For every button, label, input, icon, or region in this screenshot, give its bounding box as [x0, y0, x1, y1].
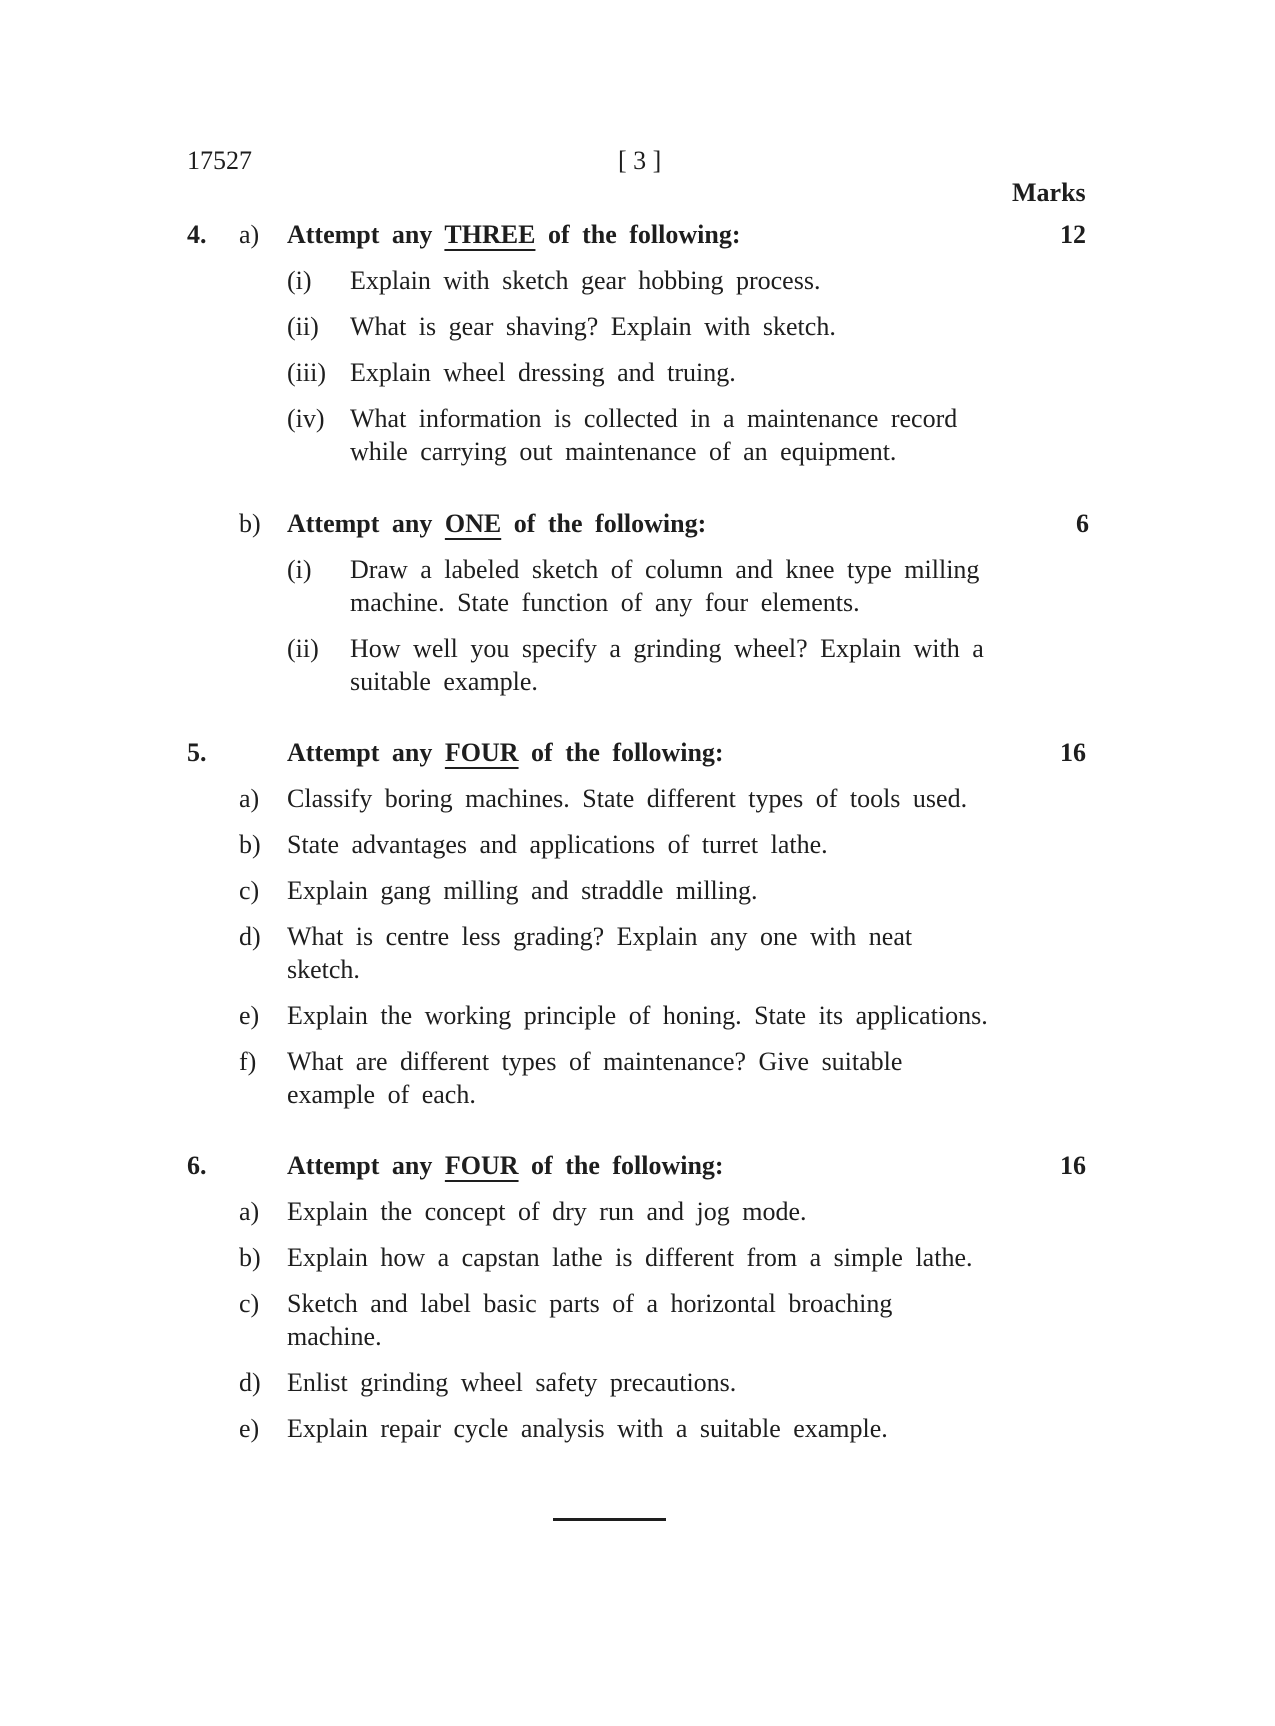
q4b-label: b) [239, 509, 261, 538]
q5-item-label: a) [239, 784, 260, 813]
q4a-item-roman: (iv) [287, 404, 325, 433]
instruction-keyword: THREE [444, 220, 536, 249]
q4a-item-text-continued: while carrying out maintenance of an equipment. [350, 437, 897, 466]
instruction-prefix: Attempt any [287, 738, 433, 767]
q6-item-label: b) [239, 1243, 261, 1272]
end-rule [553, 1518, 666, 1521]
q4b-item-text: Draw a labeled sketch of column and knee type milling [350, 555, 980, 584]
instruction-keyword: ONE [444, 509, 502, 538]
instruction-suffix: of the following: [547, 220, 741, 249]
q6-item-text-continued: machine. [287, 1322, 382, 1351]
q4a-item-text: Explain with sketch gear hobbing process. [350, 266, 821, 295]
instruction-suffix: of the following: [513, 509, 707, 538]
instruction-prefix: Attempt any [287, 509, 433, 538]
q6-item-text: Explain the concept of dry run and jog mode. [287, 1197, 807, 1226]
q5-item-text: What is centre less grading? Explain any one with neat [287, 922, 913, 951]
q6-item-label: e) [239, 1414, 260, 1443]
page-number: [ 3 ] [618, 146, 662, 175]
marks-heading: Marks [1012, 178, 1086, 207]
q5-item-text: Classify boring machines. State different types of tools used. [287, 784, 968, 813]
q5-instruction [287, 736, 724, 769]
q6-item-text: Sketch and label basic parts of a horizontal broaching [287, 1289, 893, 1318]
q5-item-text: State advantages and applications of turret lathe. [287, 830, 828, 859]
q5-item-text-continued: example of each. [287, 1080, 476, 1109]
q4a-item-text: What is gear shaving? Explain with sketch. [350, 312, 836, 341]
q4b-marks: 6 [1076, 509, 1089, 538]
q4a-label: a) [239, 220, 260, 249]
q5-item-label: d) [239, 922, 261, 951]
q5-item-label: f) [239, 1047, 257, 1076]
q6-marks: 16 [1060, 1151, 1086, 1180]
instruction-suffix: of the following: [531, 738, 724, 767]
q4a-instruction [287, 218, 740, 251]
q5-item-label: e) [239, 1001, 260, 1030]
question-4-number: 4. [187, 220, 207, 249]
q6-item-text: Explain how a capstan lathe is different from a simple lathe. [287, 1243, 973, 1272]
q6-item-label: d) [239, 1368, 261, 1397]
q4b-item-roman: (ii) [287, 634, 319, 663]
q5-marks: 16 [1060, 738, 1086, 767]
instruction-prefix: Attempt any [287, 220, 433, 249]
question-6-number: 6. [187, 1151, 207, 1180]
q4b-instruction [287, 507, 706, 540]
q4b-item-roman: (i) [287, 555, 312, 584]
q6-item-text: Enlist grinding wheel safety precautions. [287, 1368, 737, 1397]
q5-item-label: c) [239, 876, 260, 905]
q4a-item-text: Explain wheel dressing and truing. [350, 358, 736, 387]
instruction-prefix: Attempt any [287, 1151, 433, 1180]
instruction-keyword: FOUR [444, 1151, 519, 1180]
instruction-suffix: of the following: [531, 1151, 724, 1180]
q6-item-label: a) [239, 1197, 260, 1226]
q6-instruction [287, 1149, 724, 1182]
q5-item-label: b) [239, 830, 261, 859]
q5-item-text: Explain the working principle of honing. State its applications. [287, 1001, 988, 1030]
q4a-item-text: What information is collected in a maintenance record [350, 404, 958, 433]
q4b-item-text-continued: machine. State function of any four elements. [350, 588, 860, 617]
q5-item-text-continued: sketch. [287, 955, 360, 984]
q4a-item-roman: (ii) [287, 312, 319, 341]
question-5-number: 5. [187, 738, 207, 767]
q5-item-text: What are different types of maintenance? Give suitable [287, 1047, 903, 1076]
q6-item-label: c) [239, 1289, 260, 1318]
q5-item-text: Explain gang milling and straddle milling. [287, 876, 758, 905]
q6-item-text: Explain repair cycle analysis with a suitable example. [287, 1414, 888, 1443]
q4b-item-text: How well you specify a grinding wheel? Explain with a [350, 634, 984, 663]
instruction-keyword: FOUR [444, 738, 519, 767]
q4a-marks: 12 [1060, 220, 1086, 249]
q4b-item-text-continued: suitable example. [350, 667, 538, 696]
q4a-item-roman: (iii) [287, 358, 326, 387]
q4a-item-roman: (i) [287, 266, 312, 295]
paper-code: 17527 [187, 146, 252, 175]
